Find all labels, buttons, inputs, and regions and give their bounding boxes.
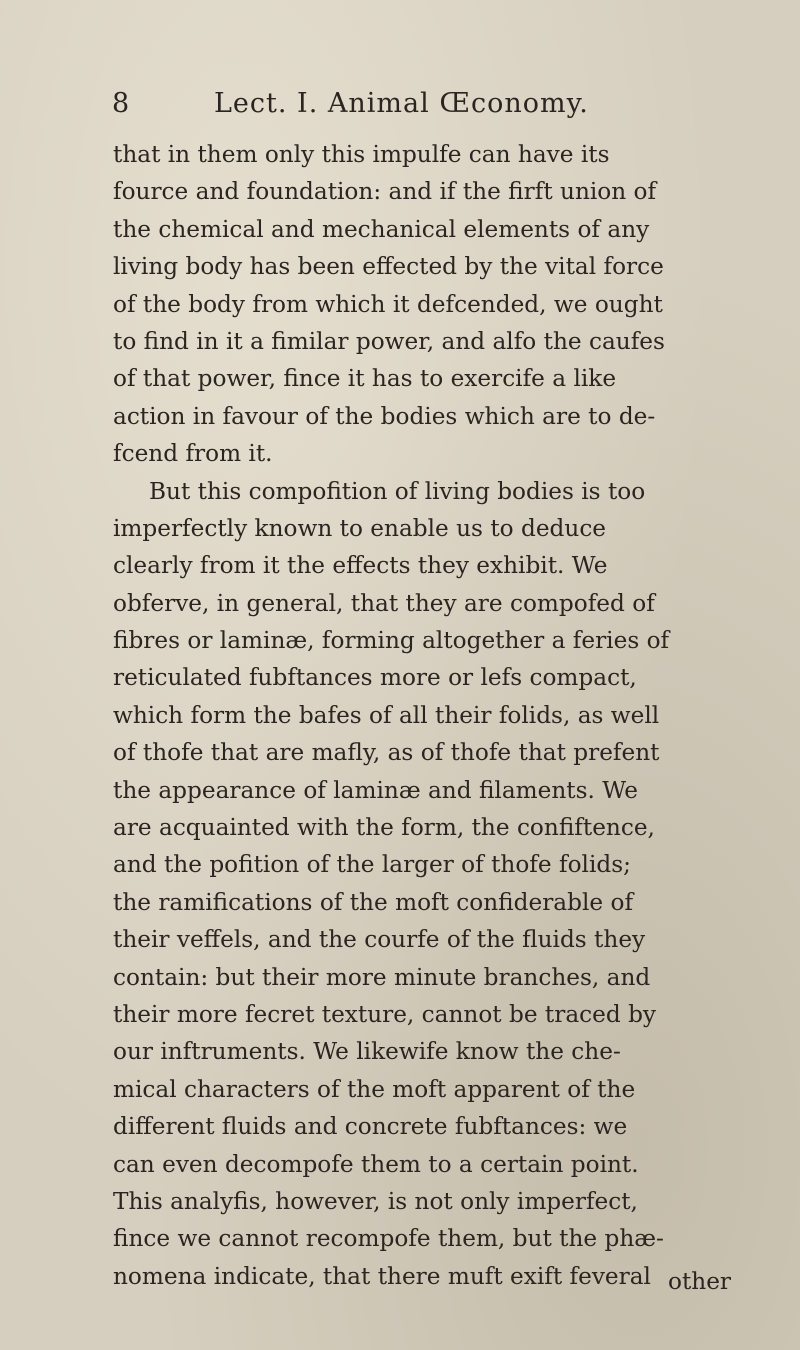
text-line: to find in it a fimilar power, and alfo the caufes [113, 327, 665, 355]
text-line: living body has been effected by the vital force [113, 253, 664, 281]
text-line: reticulated fubftances more or lefs compact, [113, 664, 637, 692]
text-line: the ramifications of the moft confiderable of [113, 888, 634, 916]
text-line: of that power, fince it has to exercife a like [113, 365, 617, 393]
text-line: of thofe that are mafly, as of thofe that prefent [113, 739, 660, 767]
text-line: their veffels, and the courfe of the fluids they [113, 926, 646, 954]
text-line: obferve, in general, that they are compofed of [113, 589, 655, 617]
text-line: the chemical and mechanical elements of any [113, 215, 650, 243]
body-text [113, 136, 773, 1295]
text-line: and the pofition of the larger of thofe folids; [113, 851, 631, 879]
text-line: nomena indicate, that there muft exift feveral [113, 1262, 651, 1290]
text-line: fince we cannot recompofe them, but the phæ- [113, 1225, 664, 1253]
page-number: 8 [112, 88, 131, 119]
text-line: the appearance of laminæ and filaments. We [113, 776, 638, 804]
text-line: fource and foundation: and if the firft union of [113, 178, 657, 206]
text-line: which form the bafes of all their folids, as well [113, 701, 660, 729]
text-line: their more fecret texture, cannot be traced by [113, 1000, 657, 1028]
text-line: our inftruments. We likewife know the che- [113, 1038, 621, 1066]
text-line: can even decompofe them to a certain point. [113, 1150, 639, 1178]
text-line: that in them only this impulfe can have its [113, 141, 610, 168]
text-line: clearly from it the effects they exhibit. We [113, 552, 608, 580]
text-line: This analyfis, however, is not only imperfect, [113, 1187, 638, 1215]
text-line: fcend from it. [113, 440, 273, 468]
text-line: are acquainted with the form, the confiftence, [113, 814, 655, 842]
paragraph-start-line: But this compofition of living bodies is too [149, 477, 646, 505]
text-line: action in favour of the bodies which are to de- [113, 402, 656, 430]
text-line: different fluids and concrete fubftances: we [113, 1113, 628, 1141]
text-line: mical characters of the moft apparent of the [113, 1075, 636, 1103]
text-line: contain: but their more minute branches, and [113, 963, 651, 991]
text-line: of the body from which it defcended, we ought [113, 290, 663, 318]
text-line: imperfectly known to enable us to deduce [113, 514, 607, 542]
running-head: Lect. I. Animal Œconomy. [214, 88, 589, 119]
text-line: fibres or laminæ, forming altogether a feries of [113, 627, 670, 655]
catchword: other [668, 1268, 732, 1295]
